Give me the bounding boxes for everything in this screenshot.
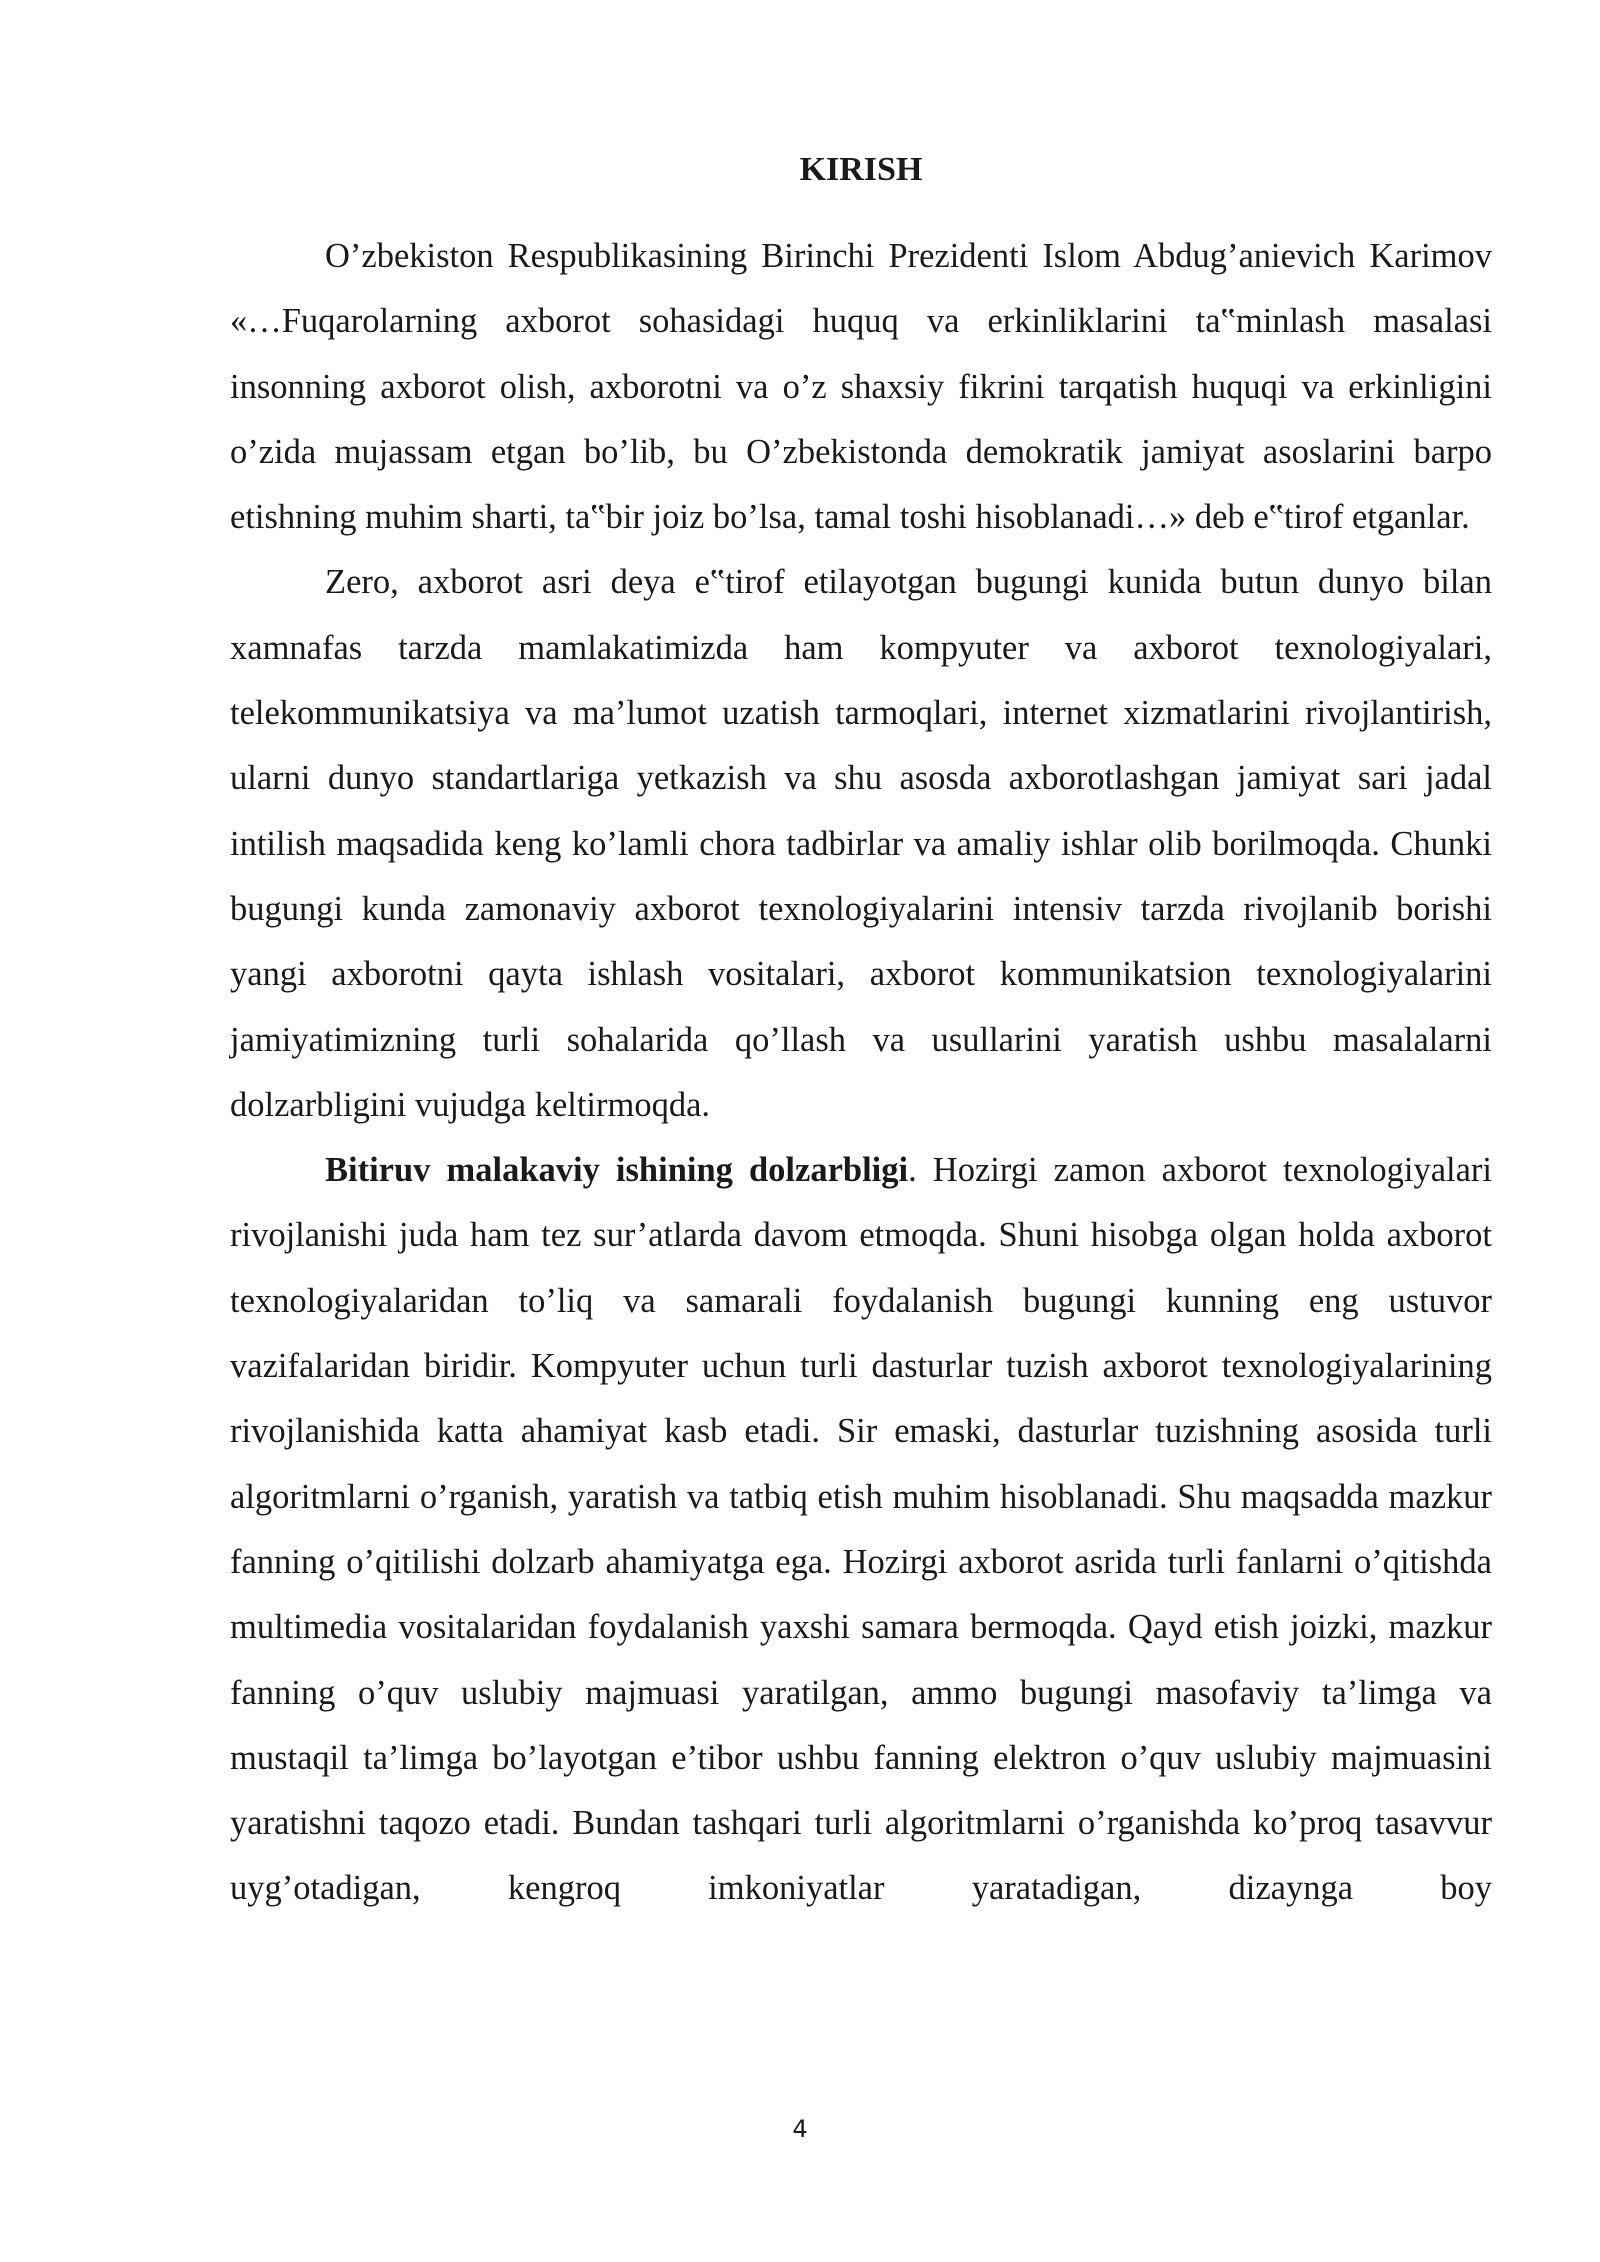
paragraph-information-age <box>230 550 1492 1138</box>
page-number: 4 <box>792 2115 808 2143</box>
paragraph-bold-heading: Bitiruv malakaviy ishining dolzarbligi <box>325 1151 909 1190</box>
document-page <box>230 150 1492 1922</box>
section-title: KIRISH <box>799 151 923 188</box>
paragraph-text: Zero, axborot asri deya e‟tirof etilayotgan bugungi kunida butun dunyo bilan xamnafas tarzda mamlakatimizda ham kompyuter va axborot texnologiyalari, telekommunikatsiya va ma’lumot uzatish tarmoqlari, internet xizmatlarini rivojlantirish, ularni dunyo standartlariga yetkazish va shu asosda axborotlashgan jamiyat sari jadal intilish maqsadida keng ko’lamli chora tadbirlar va amaliy ishlar olib borilmoqda. Chunki bugungi kunda zamonaviy axborot texnologiyalarini intensiv tarzda rivojlanib borishi yangi axborotni qayta ishlash vositalari, axborot kommunikatsion texnologiyalarini jamiyatimizning turli sohalarida qo’llash va usullarini yaratish ushbu masalalarni dolzarbligini vujudga keltirmoqda. <box>230 563 1492 1124</box>
paragraph-text: . Hozirgi zamon axborot texnologiyalari rivojlanishi juda ham tez sur’atlarda davom etmoqda. Shuni hisobga olgan holda axborot texnologiyalaridan to’liq va samarali foydalanish bugungi kunning eng ustuvor vazifalaridan biridir. Kompyuter uchun turli dasturlar tuzish axborot texnologiyalarining rivojlanishida katta ahamiyat kasb etadi. Sir emaski, dasturlar tuzishning asosida turli algoritmlarni o’rganish, yaratish va tatbiq etish muhim hisoblanadi. Shu maqsadda mazkur fanning o’qitilishi dolzarb ahamiyatga ega. Hozirgi axborot asrida turli fanlarni o’qitishda multimedia vositalaridan foydalanish yaxshi samara bermoqda. Qayd etish joizki, mazkur fanning o’quv uslubiy majmuasi yaratilgan, ammo bugungi masofaviy ta’limga va mustaqil ta’limga bo’layotgan e’tibor ushbu fanning elektron o’quv uslubiy majmuasini yaratishni taqozo etadi. Bundan tashqari turli algoritmlarni o’rganishda ko’proq tasavvur uyg’otadigan, kengroq imkoniyatlar yaratadigan, dizaynga boy <box>230 1151 1492 1908</box>
paragraph-intro-quote <box>230 224 1492 550</box>
paragraph-relevance <box>230 1138 1492 1922</box>
paragraph-text: O’zbekiston Respublikasining Birinchi Prezidenti Islom Abdug’anievich Karimov «…Fuqarolarning axborot sohasidagi huquq va erkinliklarini ta‟minlash masalasi insonning axborot olish, axborotni va o’z shaxsiy fikrini tarqatish huquqi va erkinligini o’zida mujassam etgan bo’lib, bu O’zbekistonda demokratik jamiyat asoslarini barpo etishning muhim sharti, ta‟bir joiz bo’lsa, tamal toshi hisoblanadi…» deb e‟tirof etganlar. <box>230 237 1492 537</box>
